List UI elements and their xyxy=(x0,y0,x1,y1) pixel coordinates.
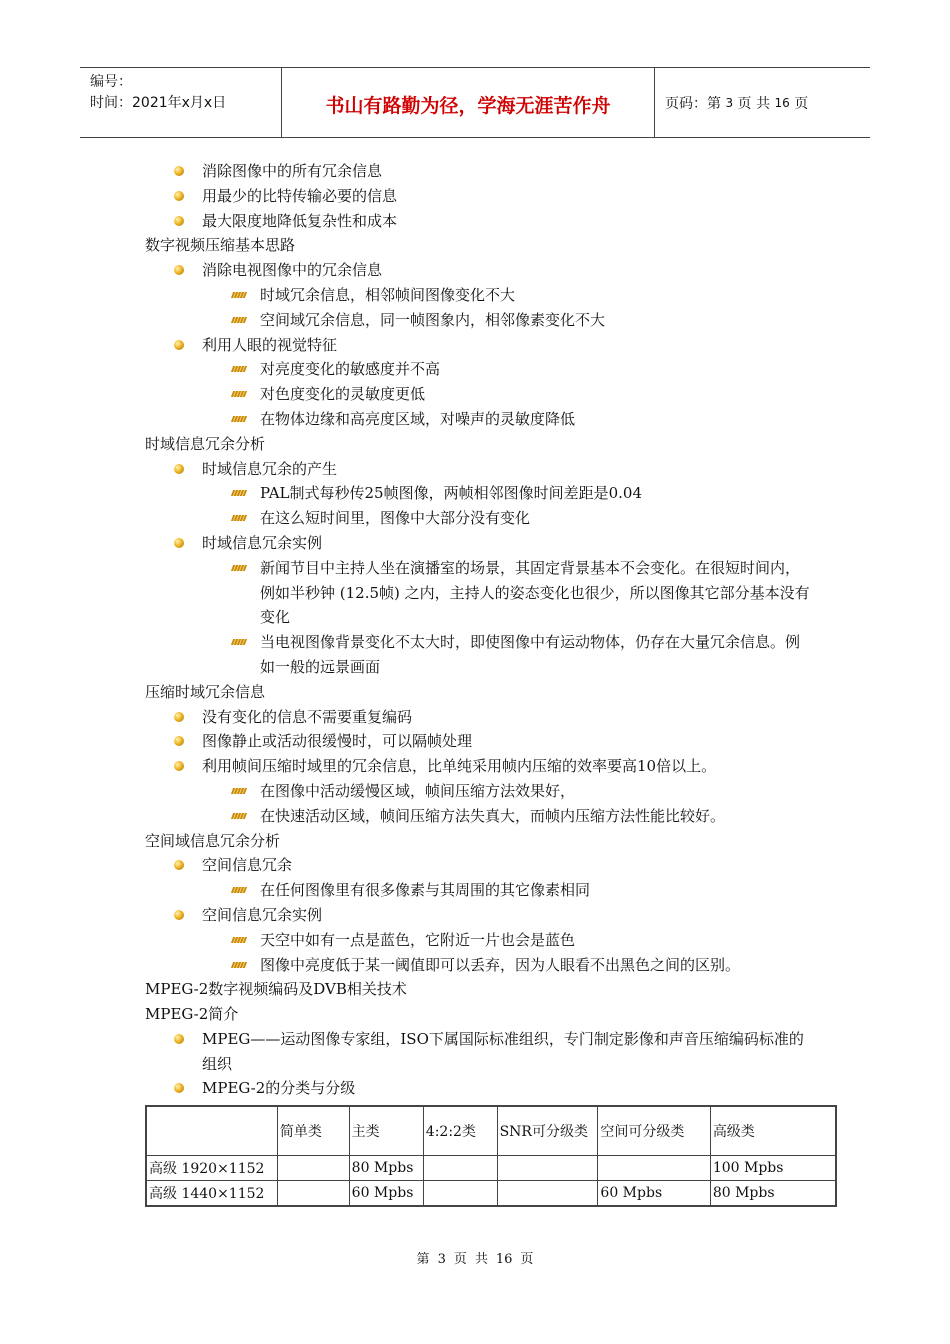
round-bullet-icon xyxy=(174,166,184,176)
table-cell: 100 Mpbs xyxy=(710,1156,836,1181)
round-bullet-icon xyxy=(174,538,184,548)
line-text: 消除图像中的所有冗余信息 xyxy=(202,162,383,180)
table-cell xyxy=(277,1181,349,1207)
line-text: 时域信息冗余实例 xyxy=(202,533,323,552)
table-cell xyxy=(497,1156,598,1181)
line-text: PAL制式每秒传25帧图像，两帧相邻图像时间差距是0.04 xyxy=(260,484,642,503)
dash-bullet-icon xyxy=(231,366,247,372)
dash-bullet-icon xyxy=(231,317,247,323)
line-text: 时域冗余信息，相邻帧间图像变化不大 xyxy=(260,285,516,304)
dash-bullet-icon xyxy=(231,813,247,819)
bullet-item xyxy=(0,531,950,556)
table-header-cell: SNR可分级类 xyxy=(497,1106,598,1156)
line-text: 空间信息冗余实例 xyxy=(202,905,323,924)
round-bullet-icon xyxy=(174,910,184,920)
sub-bullet-item xyxy=(0,928,810,953)
table-cell xyxy=(423,1156,497,1181)
bullet-item xyxy=(0,159,950,184)
table-header-cell: 主类 xyxy=(349,1106,423,1156)
sub-bullet-item xyxy=(0,308,810,333)
page-footer: 第 3 页 共 16 页 xyxy=(416,1252,534,1267)
table-cell: 80 Mpbs xyxy=(349,1156,423,1181)
dash-bullet-icon xyxy=(231,391,247,397)
table-cell: 高级 1920×1152 xyxy=(146,1156,277,1181)
line-text: 图像静止或活动很缓慢时，可以隔帧处理 xyxy=(202,732,473,751)
table-cell xyxy=(423,1181,497,1207)
mpeg2-profile-table xyxy=(145,1105,837,1207)
table-header-row xyxy=(146,1106,836,1156)
table-cell: 80 Mpbs xyxy=(710,1181,836,1207)
document-body xyxy=(0,159,950,1101)
section-heading xyxy=(0,432,950,457)
section-heading xyxy=(0,680,950,705)
table-header-cell: 高级类 xyxy=(710,1106,836,1156)
bullet-item xyxy=(0,333,950,358)
line-text: 压缩时域冗余信息 xyxy=(145,682,266,701)
line-text: 图像中亮度低于某一阈值即可以丢弃，因为人眼看不出黑色之间的区别。 xyxy=(260,955,741,974)
line-text: 在物体边缘和高亮度区域，对噪声的灵敏度降低 xyxy=(260,409,576,428)
bullet-item xyxy=(0,209,950,234)
table-row xyxy=(146,1156,836,1181)
dash-bullet-icon xyxy=(231,490,247,496)
line-text: 空间域信息冗余分析 xyxy=(145,831,281,850)
line-text: 数字视频压缩基本思路 xyxy=(145,236,296,255)
bullet-item xyxy=(0,258,950,283)
dash-bullet-icon xyxy=(231,416,247,422)
line-text: MPEG-2数字视频编码及DVB相关技术 xyxy=(145,980,407,999)
table-row xyxy=(146,1181,836,1207)
page-indicator: 页码：第 3 页 共 16 页 xyxy=(665,95,809,112)
round-bullet-icon xyxy=(174,464,184,474)
bullet-item xyxy=(0,705,950,730)
sub-bullet-item xyxy=(0,357,810,382)
dash-bullet-icon xyxy=(231,565,247,571)
sub-bullet-item xyxy=(0,481,810,506)
table-cell: 高级 1440×1152 xyxy=(146,1181,277,1207)
line-text: 时域信息冗余的产生 xyxy=(202,459,338,478)
bullet-item xyxy=(0,184,950,209)
table-cell: 60 Mpbs xyxy=(349,1181,423,1207)
bullet-item xyxy=(0,457,950,482)
dash-bullet-icon xyxy=(231,788,247,794)
line-text: 在这么短时间里，图像中大部分没有变化 xyxy=(260,509,531,528)
page-header xyxy=(80,67,870,138)
line-text: 利用人眼的视觉特征 xyxy=(202,335,338,354)
header-meta xyxy=(80,68,282,137)
sub-bullet-item xyxy=(0,804,810,829)
line-text: 空间信息冗余 xyxy=(202,856,293,875)
line-text: 最大限度地降低复杂性和成本 xyxy=(202,211,398,230)
round-bullet-icon xyxy=(174,860,184,870)
round-bullet-icon xyxy=(174,736,184,746)
line-text: 对色度变化的灵敏度更低 xyxy=(260,385,426,404)
line-text: MPEG——运动图像专家组，ISO下属国际标准组织，专门制定影像和声音压缩编码标准的组织 xyxy=(202,1029,804,1073)
table-cell xyxy=(497,1181,598,1207)
sub-bullet-item xyxy=(0,630,810,680)
dash-bullet-icon xyxy=(231,887,247,893)
bullet-item xyxy=(0,754,950,779)
table-header-cell: 简单类 xyxy=(277,1106,349,1156)
line-text: 天空中如有一点是蓝色，它附近一片也会是蓝色 xyxy=(260,930,576,949)
line-text: 当电视图像背景变化不太大时，即使图像中有运动物体，仍存在大量冗余信息。例如一般的远景画面 xyxy=(260,633,801,676)
motto: 书山有路勤为径，学海无涯苦作舟 xyxy=(282,68,655,137)
sub-bullet-item xyxy=(0,382,810,407)
line-text: 在快速活动区域，帧间压缩方法失真大，而帧内压缩方法性能比较好。 xyxy=(260,806,726,825)
section-heading xyxy=(0,233,950,258)
round-bullet-icon xyxy=(174,265,184,275)
round-bullet-icon xyxy=(174,712,184,722)
sub-bullet-item xyxy=(0,506,810,531)
bullet-item xyxy=(0,729,950,754)
dash-bullet-icon xyxy=(231,292,247,298)
line-text: 利用帧间压缩时域里的冗余信息，比单纯采用帧内压缩的效率要高10倍以上。 xyxy=(202,757,717,776)
line-text: 没有变化的信息不需要重复编码 xyxy=(202,707,413,726)
bullet-item xyxy=(0,1076,950,1101)
table-header-cell: 4:2:2类 xyxy=(423,1106,497,1156)
bullet-item xyxy=(0,903,950,928)
sub-bullet-item xyxy=(0,779,810,804)
line-text: 用最少的比特传输必要的信息 xyxy=(202,186,398,205)
dash-bullet-icon xyxy=(231,515,247,521)
sub-bullet-item xyxy=(0,283,810,308)
sub-bullet-item xyxy=(0,556,810,630)
line-text: 新闻节目中主持人坐在演播室的场景，其固定背景基本不会变化。在很短时间内，例如半秒钟 (12.5帧) 之内，主持人的姿态变化也很少，所以图像其它部分基本没有变化 xyxy=(260,558,810,627)
date-label: 时间：2021年x月x日 xyxy=(90,95,227,111)
round-bullet-icon xyxy=(174,340,184,350)
line-text: 在任何图像里有很多像素与其周围的其它像素相同 xyxy=(260,881,591,900)
bullet-item xyxy=(0,1027,812,1077)
round-bullet-icon xyxy=(174,216,184,226)
round-bullet-icon xyxy=(174,191,184,201)
line-text: 在图像中活动缓慢区域，帧间压缩方法效果好， xyxy=(260,781,576,800)
line-text: 消除电视图像中的冗余信息 xyxy=(202,261,383,280)
table-header-cell: 空间可分级类 xyxy=(598,1106,710,1156)
line-text: 时域信息冗余分析 xyxy=(145,434,266,453)
table-header-cell xyxy=(146,1106,277,1156)
table-cell xyxy=(277,1156,349,1181)
table-cell xyxy=(598,1156,710,1181)
round-bullet-icon xyxy=(174,1083,184,1093)
line-text: MPEG-2的分类与分级 xyxy=(202,1079,356,1098)
round-bullet-icon xyxy=(174,1034,184,1044)
line-text: 对亮度变化的敏感度并不高 xyxy=(260,360,441,379)
bullet-item xyxy=(0,853,950,878)
dash-bullet-icon xyxy=(231,937,247,943)
dash-bullet-icon xyxy=(231,639,247,645)
sub-bullet-item xyxy=(0,878,810,903)
sub-bullet-item xyxy=(0,953,810,978)
sub-bullet-item xyxy=(0,407,810,432)
table-cell: 60 Mpbs xyxy=(598,1181,710,1207)
section-heading xyxy=(0,977,950,1002)
line-text: MPEG-2简介 xyxy=(145,1005,239,1024)
section-heading xyxy=(0,1002,950,1027)
number-label: 编号： xyxy=(90,74,132,90)
dash-bullet-icon xyxy=(231,962,247,968)
section-heading xyxy=(0,829,950,854)
round-bullet-icon xyxy=(174,761,184,771)
line-text: 空间域冗余信息，同一帧图象内，相邻像素变化不大 xyxy=(260,310,606,329)
